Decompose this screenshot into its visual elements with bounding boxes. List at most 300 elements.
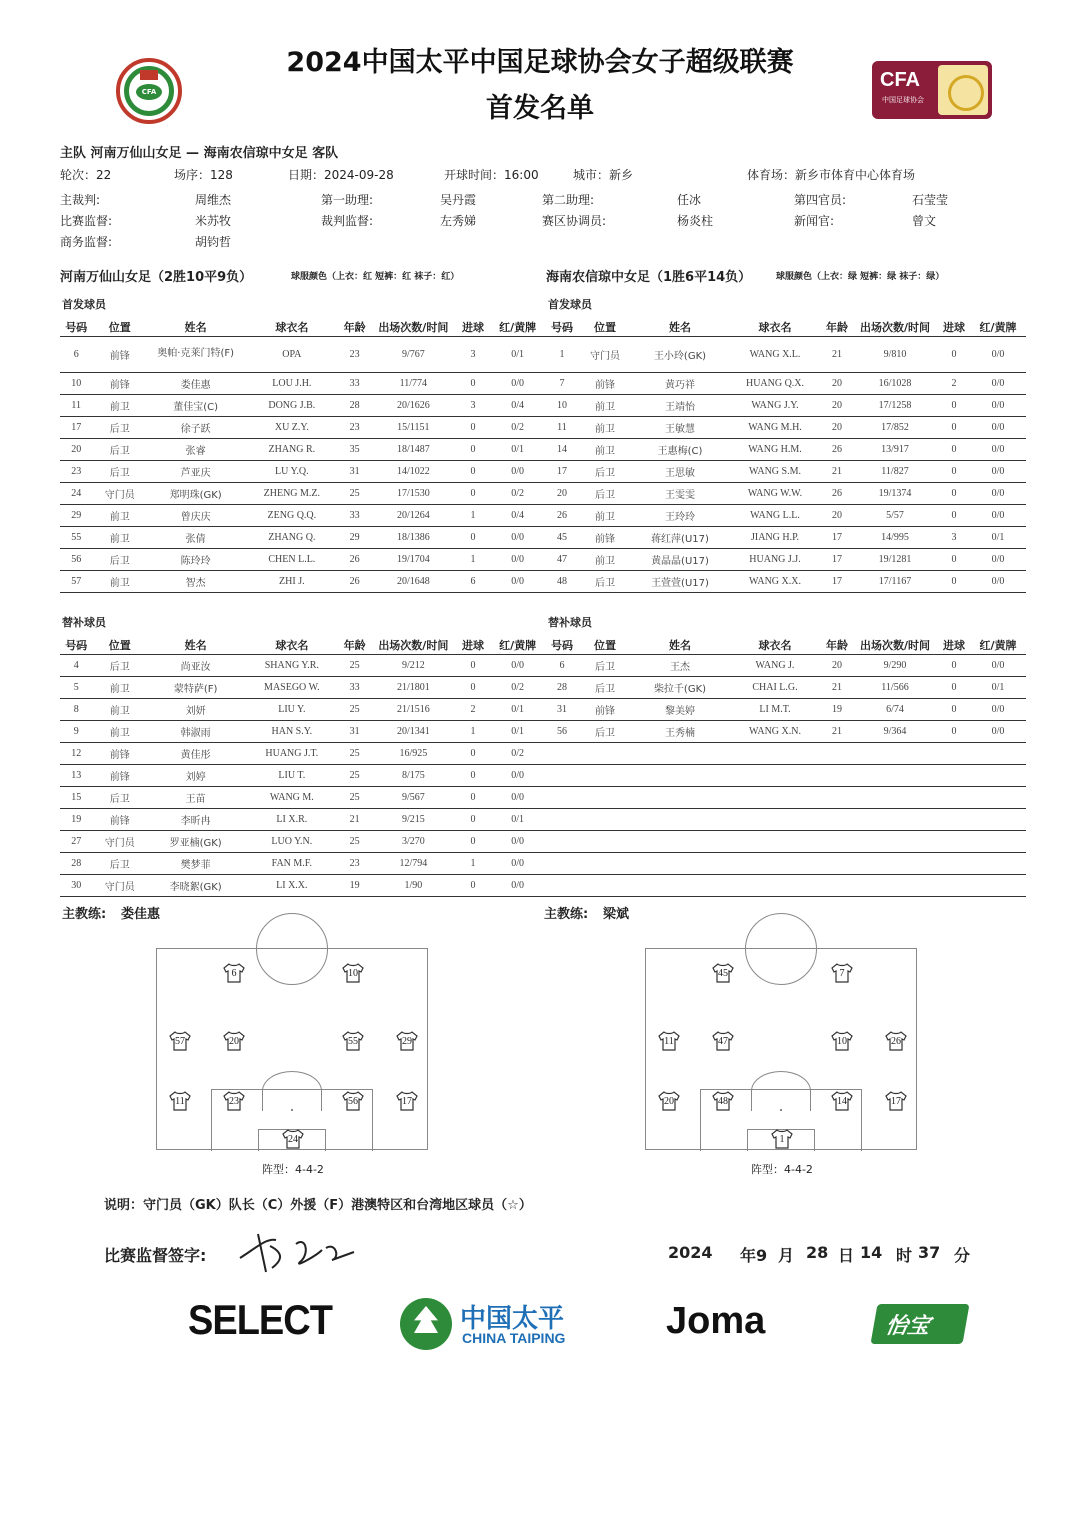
cell-apps: 20/1648 bbox=[370, 570, 457, 592]
cell-name: 韩淑雨 bbox=[147, 720, 244, 742]
empty-row bbox=[546, 764, 1026, 786]
coordinator: 杨炎柱 bbox=[677, 214, 714, 228]
cell-cards: 0/0 bbox=[970, 654, 1026, 676]
cell-age: 20 bbox=[822, 504, 852, 526]
cell-goals: 1 bbox=[457, 548, 489, 570]
cell-goals: 1 bbox=[457, 504, 489, 526]
home-formation-label: 阵型：4-4-2 bbox=[262, 1163, 324, 1176]
cell-goals: 0 bbox=[938, 654, 970, 676]
table-row bbox=[546, 720, 1026, 742]
shirt-number: 23 bbox=[229, 1096, 239, 1107]
empty-cell bbox=[546, 786, 578, 808]
shirt-number: 1 bbox=[779, 1134, 785, 1145]
column-header: 姓名 bbox=[632, 318, 728, 336]
cell-position: 前卫 bbox=[92, 504, 147, 526]
empty-cell bbox=[852, 786, 938, 808]
shirt-number: 47 bbox=[718, 1036, 728, 1047]
column-header: 号码 bbox=[60, 318, 92, 336]
cell-number: 7 bbox=[546, 372, 578, 394]
cell-apps: 3/270 bbox=[370, 830, 457, 852]
column-header: 出场次数/时间 bbox=[370, 318, 457, 336]
column-header: 号码 bbox=[546, 636, 578, 654]
cell-position: 前卫 bbox=[92, 720, 147, 742]
cell-number: 28 bbox=[546, 676, 578, 698]
cell-cards: 0/1 bbox=[489, 720, 546, 742]
cell-age: 21 bbox=[822, 460, 852, 482]
cell-position: 后卫 bbox=[92, 416, 147, 438]
cell-number: 27 bbox=[60, 830, 92, 852]
cell-position: 前锋 bbox=[92, 372, 147, 394]
cell-shirt-name: HAN S.Y. bbox=[244, 720, 339, 742]
table-row bbox=[60, 570, 546, 592]
empty-cell bbox=[632, 874, 728, 896]
cell-age: 17 bbox=[822, 526, 852, 548]
cell-age: 26 bbox=[339, 548, 369, 570]
cell-age: 29 bbox=[339, 526, 369, 548]
table-row bbox=[546, 372, 1026, 394]
table-row bbox=[60, 482, 546, 504]
sign-month: 年9 bbox=[740, 1246, 768, 1265]
cell-age: 21 bbox=[339, 808, 369, 830]
empty-row bbox=[546, 742, 1026, 764]
cell-shirt-name: WANG H.M. bbox=[728, 438, 822, 460]
shirt-number: 26 bbox=[891, 1036, 901, 1047]
cell-apps: 21/1801 bbox=[370, 676, 457, 698]
table-row bbox=[546, 548, 1026, 570]
away-starters-table bbox=[546, 318, 1026, 593]
cell-position: 前锋 bbox=[578, 372, 632, 394]
cell-position: 后卫 bbox=[92, 438, 147, 460]
cell-number: 28 bbox=[60, 852, 92, 874]
cell-number: 8 bbox=[60, 698, 92, 720]
cell-position: 前锋 bbox=[92, 764, 147, 786]
cell-number: 19 bbox=[60, 808, 92, 830]
sign-month-unit: 月 bbox=[778, 1246, 795, 1265]
select-sponsor-logo: SELECT bbox=[188, 1297, 332, 1345]
table-row bbox=[546, 654, 1026, 676]
table-row bbox=[60, 786, 546, 808]
away-coach: 梁斌 bbox=[603, 907, 630, 922]
cell-number: 17 bbox=[60, 416, 92, 438]
cell-goals: 0 bbox=[457, 460, 489, 482]
column-header: 进球 bbox=[938, 318, 970, 336]
empty-cell bbox=[728, 742, 822, 764]
cell-position: 后卫 bbox=[578, 482, 632, 504]
cell-age: 25 bbox=[339, 654, 369, 676]
home-starters-table bbox=[60, 318, 546, 593]
cell-number: 9 bbox=[60, 720, 92, 742]
cell-position: 前锋 bbox=[92, 808, 147, 830]
player-shirt-icon bbox=[395, 1031, 419, 1051]
cell-age: 21 bbox=[822, 676, 852, 698]
cell-goals: 0 bbox=[457, 482, 489, 504]
column-header: 球衣名 bbox=[728, 636, 822, 654]
emblem-core: CFA bbox=[136, 84, 162, 100]
cell-number: 24 bbox=[60, 482, 92, 504]
cell-number: 29 bbox=[60, 504, 92, 526]
cell-shirt-name: HUANG J.T. bbox=[244, 742, 339, 764]
cell-number: 30 bbox=[60, 874, 92, 896]
cell-name: 李晓絮(GK) bbox=[147, 874, 244, 896]
cell-shirt-name: FAN M.F. bbox=[244, 852, 339, 874]
penalty-arc bbox=[751, 1071, 811, 1111]
cell-age: 31 bbox=[339, 720, 369, 742]
table-row bbox=[546, 438, 1026, 460]
cell-number: 5 bbox=[60, 676, 92, 698]
cell-name: 陈玲玲 bbox=[147, 548, 244, 570]
cell-apps: 9/567 bbox=[370, 786, 457, 808]
column-header: 姓名 bbox=[147, 636, 244, 654]
cell-number: 14 bbox=[546, 438, 578, 460]
cell-cards: 0/0 bbox=[970, 720, 1026, 742]
cell-shirt-name: WANG L.L. bbox=[728, 504, 822, 526]
cell-name: 黄巧祥 bbox=[632, 372, 728, 394]
cell-name: 王雯雯 bbox=[632, 482, 728, 504]
table-row bbox=[60, 394, 546, 416]
cell-cards: 0/1 bbox=[489, 438, 546, 460]
empty-cell bbox=[970, 852, 1026, 874]
cell-number: 10 bbox=[60, 372, 92, 394]
empty-cell bbox=[546, 742, 578, 764]
cell-cards: 0/0 bbox=[489, 372, 546, 394]
cell-shirt-name: LI X.R. bbox=[244, 808, 339, 830]
cell-age: 21 bbox=[822, 336, 852, 372]
column-header: 进球 bbox=[457, 318, 489, 336]
cbest-sponsor-text: 怡宝 bbox=[883, 1314, 932, 1339]
cell-number: 15 bbox=[60, 786, 92, 808]
round: 轮次：22 bbox=[60, 168, 112, 182]
sign-year: 2024 bbox=[668, 1243, 713, 1262]
empty-cell bbox=[728, 830, 822, 852]
cell-name: 王思敏 bbox=[632, 460, 728, 482]
cell-cards: 0/4 bbox=[489, 504, 546, 526]
cell-goals: 1 bbox=[457, 852, 489, 874]
shirt-number: 6 bbox=[231, 968, 237, 979]
cell-goals: 0 bbox=[938, 336, 970, 372]
column-header: 球衣名 bbox=[244, 636, 339, 654]
table-row bbox=[60, 460, 546, 482]
cell-shirt-name: LOU J.H. bbox=[244, 372, 339, 394]
signature-label: 比赛监督签字: bbox=[104, 1246, 207, 1265]
cell-cards: 0/1 bbox=[489, 336, 546, 372]
cell-age: 33 bbox=[339, 676, 369, 698]
empty-cell bbox=[728, 764, 822, 786]
player-shirt-icon bbox=[222, 1031, 246, 1051]
cell-number: 17 bbox=[546, 460, 578, 482]
empty-cell bbox=[632, 764, 728, 786]
cell-goals: 0 bbox=[457, 830, 489, 852]
table-row bbox=[546, 416, 1026, 438]
cell-position: 前卫 bbox=[92, 570, 147, 592]
cell-age: 33 bbox=[339, 504, 369, 526]
cell-age: 25 bbox=[339, 786, 369, 808]
shirt-number: 20 bbox=[229, 1036, 239, 1047]
cell-position: 后卫 bbox=[92, 654, 147, 676]
column-header: 位置 bbox=[578, 318, 632, 336]
cell-cards: 0/0 bbox=[489, 570, 546, 592]
joma-sponsor-logo: Joma bbox=[666, 1300, 766, 1342]
player-shirt-icon bbox=[657, 1091, 681, 1111]
table-row bbox=[60, 808, 546, 830]
table-row bbox=[60, 764, 546, 786]
cell-goals: 0 bbox=[457, 438, 489, 460]
center-circle bbox=[745, 913, 817, 985]
shirt-number: 57 bbox=[175, 1036, 185, 1047]
cell-name: 蒋红萍(U17) bbox=[632, 526, 728, 548]
column-header: 出场次数/时间 bbox=[370, 636, 457, 654]
cell-number: 1 bbox=[546, 336, 578, 372]
player-shirt-icon bbox=[395, 1091, 419, 1111]
empty-cell bbox=[632, 808, 728, 830]
table-row bbox=[60, 654, 546, 676]
table-row bbox=[546, 336, 1026, 372]
cell-cards: 0/0 bbox=[970, 394, 1026, 416]
cell-goals: 0 bbox=[938, 720, 970, 742]
cell-cards: 0/1 bbox=[970, 676, 1026, 698]
empty-cell bbox=[970, 786, 1026, 808]
table-header-row bbox=[546, 636, 1026, 654]
cell-cards: 0/2 bbox=[489, 676, 546, 698]
cell-name: 尚亚汝 bbox=[147, 654, 244, 676]
city: 城市：新乡 bbox=[573, 168, 634, 182]
cell-position: 前卫 bbox=[578, 394, 632, 416]
cell-goals: 0 bbox=[457, 372, 489, 394]
cell-cards: 0/0 bbox=[970, 460, 1026, 482]
cell-position: 后卫 bbox=[578, 570, 632, 592]
empty-cell bbox=[970, 874, 1026, 896]
column-header: 进球 bbox=[938, 636, 970, 654]
cell-name: 娄佳惠 bbox=[147, 372, 244, 394]
cell-goals: 0 bbox=[938, 698, 970, 720]
cell-apps: 1/90 bbox=[370, 874, 457, 896]
empty-row bbox=[546, 808, 1026, 830]
commercial-supervisor-label: 商务监督: bbox=[60, 235, 113, 249]
sign-hour: 14 bbox=[860, 1243, 883, 1262]
cell-apps: 9/212 bbox=[370, 654, 457, 676]
table-row bbox=[60, 504, 546, 526]
cell-cards: 0/0 bbox=[970, 372, 1026, 394]
cell-number: 11 bbox=[546, 416, 578, 438]
cell-apps: 15/1151 bbox=[370, 416, 457, 438]
table-header-row bbox=[60, 636, 546, 654]
fourth-official: 石莹莹 bbox=[912, 193, 949, 207]
cell-shirt-name: ZHI J. bbox=[244, 570, 339, 592]
press-officer-label: 新闻官: bbox=[794, 214, 835, 228]
cell-shirt-name: WANG S.M. bbox=[728, 460, 822, 482]
table-row bbox=[60, 438, 546, 460]
empty-cell bbox=[852, 742, 938, 764]
cell-apps: 17/1530 bbox=[370, 482, 457, 504]
ar1: 吴丹霞 bbox=[440, 193, 477, 207]
cell-position: 前卫 bbox=[578, 416, 632, 438]
cell-name: 王小玲(GK) bbox=[632, 336, 728, 372]
cell-name: 王靖怡 bbox=[632, 394, 728, 416]
cell-age: 31 bbox=[339, 460, 369, 482]
table-row bbox=[60, 526, 546, 548]
player-shirt-icon bbox=[341, 1031, 365, 1051]
supervisor-signature bbox=[236, 1228, 360, 1276]
column-header: 进球 bbox=[457, 636, 489, 654]
cell-age: 23 bbox=[339, 336, 369, 372]
cell-name: 樊梦菲 bbox=[147, 852, 244, 874]
cell-apps: 20/1264 bbox=[370, 504, 457, 526]
table-row bbox=[546, 676, 1026, 698]
cell-apps: 21/1516 bbox=[370, 698, 457, 720]
cell-cards: 0/2 bbox=[489, 416, 546, 438]
press-officer: 曾文 bbox=[912, 214, 937, 228]
cell-shirt-name: HUANG Q.X. bbox=[728, 372, 822, 394]
cell-goals: 2 bbox=[938, 372, 970, 394]
cell-shirt-name: WANG M.H. bbox=[728, 416, 822, 438]
player-shirt-icon bbox=[657, 1031, 681, 1051]
cell-name: 王苗 bbox=[147, 786, 244, 808]
cell-age: 20 bbox=[822, 416, 852, 438]
cell-position: 后卫 bbox=[92, 852, 147, 874]
empty-cell bbox=[938, 742, 970, 764]
empty-cell bbox=[546, 764, 578, 786]
column-header: 红/黄牌 bbox=[489, 318, 546, 336]
empty-cell bbox=[852, 852, 938, 874]
cell-cards: 0/0 bbox=[489, 874, 546, 896]
empty-cell bbox=[938, 830, 970, 852]
cell-apps: 19/1374 bbox=[852, 482, 938, 504]
empty-row bbox=[546, 852, 1026, 874]
empty-cell bbox=[546, 830, 578, 852]
cell-number: 11 bbox=[60, 394, 92, 416]
cell-apps: 20/1626 bbox=[370, 394, 457, 416]
cell-number: 45 bbox=[546, 526, 578, 548]
cell-position: 前卫 bbox=[92, 526, 147, 548]
cell-goals: 3 bbox=[457, 394, 489, 416]
sign-minute: 37 bbox=[918, 1243, 941, 1262]
empty-cell bbox=[578, 852, 632, 874]
penalty-spot bbox=[291, 1109, 293, 1111]
cell-shirt-name: LI X.X. bbox=[244, 874, 339, 896]
cell-shirt-name: DONG J.B. bbox=[244, 394, 339, 416]
cell-name: 张睿 bbox=[147, 438, 244, 460]
away-formation-label: 阵型：4-4-2 bbox=[751, 1163, 813, 1176]
empty-cell bbox=[578, 742, 632, 764]
player-shirt-icon bbox=[281, 1129, 305, 1149]
cell-name: 刘妍 bbox=[147, 698, 244, 720]
cell-name: 刘婷 bbox=[147, 764, 244, 786]
cell-position: 后卫 bbox=[92, 460, 147, 482]
player-shirt-icon bbox=[830, 1031, 854, 1051]
cell-goals: 0 bbox=[938, 482, 970, 504]
empty-cell bbox=[632, 786, 728, 808]
player-shirt-icon bbox=[770, 1129, 794, 1149]
cell-apps: 13/917 bbox=[852, 438, 938, 460]
cell-goals: 0 bbox=[457, 654, 489, 676]
column-header: 号码 bbox=[546, 318, 578, 336]
shirt-number: 45 bbox=[718, 968, 728, 979]
cell-name: 黄佳彤 bbox=[147, 742, 244, 764]
cell-age: 17 bbox=[822, 548, 852, 570]
home-kit-colors: 球服颜色（上衣：红 短裤：红 袜子：红） bbox=[291, 272, 460, 282]
cfa-logo-subtext: 中国足球协会 bbox=[882, 96, 924, 104]
cell-position: 前卫 bbox=[578, 504, 632, 526]
sign-day-unit: 日 bbox=[838, 1246, 855, 1265]
cell-shirt-name: OPA bbox=[244, 336, 339, 372]
fourth-official-label: 第四官员: bbox=[794, 193, 847, 207]
cell-age: 25 bbox=[339, 742, 369, 764]
cell-shirt-name: CHEN L.L. bbox=[244, 548, 339, 570]
cell-cards: 0/0 bbox=[489, 548, 546, 570]
home-subs-label: 替补球员 bbox=[62, 616, 106, 629]
cell-name: 董佳宝(C) bbox=[147, 394, 244, 416]
cell-shirt-name: ZHENG M.Z. bbox=[244, 482, 339, 504]
legend-note: 说明：守门员（GK）队长（C）外援（F）港澳特区和台湾地区球员（☆） bbox=[104, 1198, 532, 1213]
cell-number: 23 bbox=[60, 460, 92, 482]
table-row bbox=[60, 720, 546, 742]
cell-cards: 0/0 bbox=[970, 504, 1026, 526]
referee-supervisor-label: 裁判监督: bbox=[321, 214, 374, 228]
cell-apps: 18/1386 bbox=[370, 526, 457, 548]
cell-name: 王敏慧 bbox=[632, 416, 728, 438]
cell-shirt-name: WANG J.Y. bbox=[728, 394, 822, 416]
cell-name: 王杰 bbox=[632, 654, 728, 676]
referee-supervisor: 左秀娣 bbox=[440, 214, 477, 228]
cell-name: 柴拉千(GK) bbox=[632, 676, 728, 698]
cell-name: 曾庆庆 bbox=[147, 504, 244, 526]
empty-cell bbox=[822, 764, 852, 786]
cell-shirt-name: LUO Y.N. bbox=[244, 830, 339, 852]
cell-apps: 17/852 bbox=[852, 416, 938, 438]
penalty-spot bbox=[780, 1109, 782, 1111]
cell-shirt-name: LI M.T. bbox=[728, 698, 822, 720]
shirt-number: 17 bbox=[402, 1096, 412, 1107]
away-subs-table bbox=[546, 636, 1026, 897]
cell-age: 26 bbox=[822, 438, 852, 460]
empty-cell bbox=[852, 874, 938, 896]
cell-goals: 0 bbox=[457, 808, 489, 830]
empty-cell bbox=[970, 830, 1026, 852]
cell-age: 23 bbox=[339, 416, 369, 438]
column-header: 出场次数/时间 bbox=[852, 636, 938, 654]
cell-name: 黄晶晶(U17) bbox=[632, 548, 728, 570]
table-row bbox=[60, 548, 546, 570]
player-shirt-icon bbox=[222, 963, 246, 983]
cell-cards: 0/1 bbox=[489, 808, 546, 830]
column-header: 红/黄牌 bbox=[970, 636, 1026, 654]
table-row bbox=[546, 504, 1026, 526]
cell-name: 徐子跃 bbox=[147, 416, 244, 438]
cell-name: 王秀楠 bbox=[632, 720, 728, 742]
cell-apps: 18/1487 bbox=[370, 438, 457, 460]
cell-goals: 0 bbox=[938, 460, 970, 482]
trophy-ball-icon bbox=[938, 65, 988, 115]
cell-position: 前锋 bbox=[578, 698, 632, 720]
cell-goals: 0 bbox=[938, 548, 970, 570]
cell-goals: 0 bbox=[457, 742, 489, 764]
cell-shirt-name: LIU T. bbox=[244, 764, 339, 786]
cell-number: 10 bbox=[546, 394, 578, 416]
cell-position: 后卫 bbox=[92, 548, 147, 570]
cell-age: 23 bbox=[339, 852, 369, 874]
cell-apps: 17/1258 bbox=[852, 394, 938, 416]
empty-cell bbox=[938, 852, 970, 874]
empty-cell bbox=[546, 874, 578, 896]
cell-cards: 0/0 bbox=[970, 548, 1026, 570]
away-team-header: 海南农信琼中女足（1胜6平14负） bbox=[546, 270, 752, 285]
cell-cards: 0/0 bbox=[970, 336, 1026, 372]
cell-shirt-name: WANG W.W. bbox=[728, 482, 822, 504]
empty-cell bbox=[578, 786, 632, 808]
empty-cell bbox=[938, 786, 970, 808]
away-kit-colors: 球服颜色（上衣：绿 短裤：绿 袜子：绿） bbox=[776, 272, 945, 282]
empty-cell bbox=[938, 808, 970, 830]
document-subtitle: 首发名单 bbox=[486, 93, 594, 124]
